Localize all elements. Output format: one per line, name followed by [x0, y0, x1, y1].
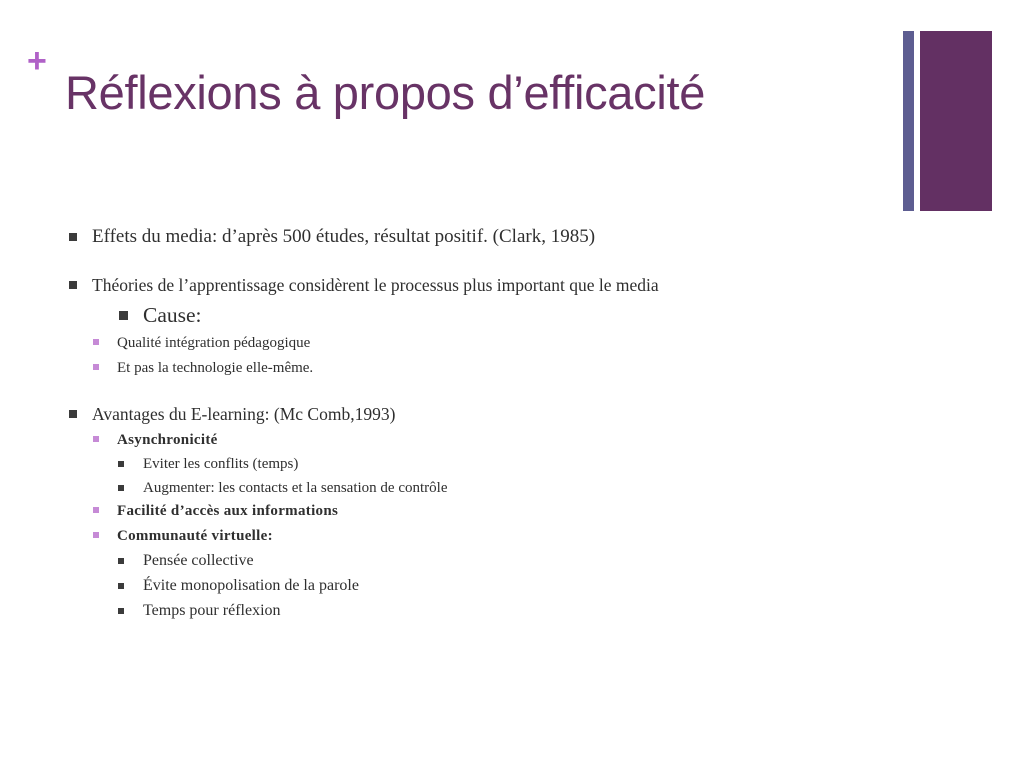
- list-item: [143, 478, 447, 498]
- list-item-text: Qualité intégration pédagogique: [117, 335, 311, 351]
- square-bullet-icon: [93, 436, 99, 442]
- list-item: [92, 403, 395, 425]
- list-item-text: Effets du media: d’après 500 études, résultat positif. (Clark, 1985): [92, 226, 596, 247]
- slide-title: Réflexions à propos d’efficacité: [65, 66, 706, 119]
- list-item-text: Communauté virtuelle:: [117, 528, 273, 544]
- square-bullet-icon: [118, 583, 124, 589]
- square-bullet-icon: [69, 233, 77, 241]
- list-item-text: Pensée collective: [143, 552, 254, 569]
- plus-icon: +: [27, 42, 47, 80]
- list-item-text: Asynchronicité: [117, 432, 218, 448]
- list-item: [117, 526, 273, 546]
- list-item-text: Facilité d’accès aux informations: [117, 503, 339, 519]
- square-bullet-icon: [69, 281, 77, 289]
- square-bullet-icon: [69, 410, 77, 418]
- list-item: [92, 274, 659, 296]
- square-bullet-icon: [93, 339, 99, 345]
- list-item-text: Théories de l’apprentissage considèrent le processus plus important que le media: [92, 275, 659, 295]
- list-item: [117, 333, 310, 353]
- square-bullet-icon: [118, 558, 124, 564]
- list-item: [143, 301, 202, 329]
- list-item: [143, 454, 298, 474]
- list-item: [143, 551, 254, 571]
- list-item-text: Avantages du E-learning: (Mc Comb,1993): [92, 404, 396, 424]
- list-item: [143, 576, 359, 596]
- square-bullet-icon: [118, 608, 124, 614]
- list-item: [117, 358, 313, 378]
- square-bullet-icon: [118, 485, 124, 491]
- list-item: [92, 225, 595, 249]
- list-item-text: Eviter les conflits (temps): [143, 456, 299, 472]
- list-item: [143, 601, 281, 621]
- list-item-text: Évite monopolisation de la parole: [143, 577, 359, 594]
- square-bullet-icon: [119, 311, 128, 320]
- square-bullet-icon: [118, 461, 124, 467]
- list-item: [117, 430, 218, 450]
- list-item-text: Cause:: [143, 303, 202, 327]
- list-item-text: Et pas la technologie elle-même.: [117, 360, 314, 376]
- square-bullet-icon: [93, 507, 99, 513]
- list-item-text: Temps pour réflexion: [143, 602, 281, 619]
- list-item-text: Augmenter: les contacts et la sensation de contrôle: [143, 480, 448, 496]
- square-bullet-icon: [93, 532, 99, 538]
- square-bullet-icon: [93, 364, 99, 370]
- list-item: [117, 501, 338, 521]
